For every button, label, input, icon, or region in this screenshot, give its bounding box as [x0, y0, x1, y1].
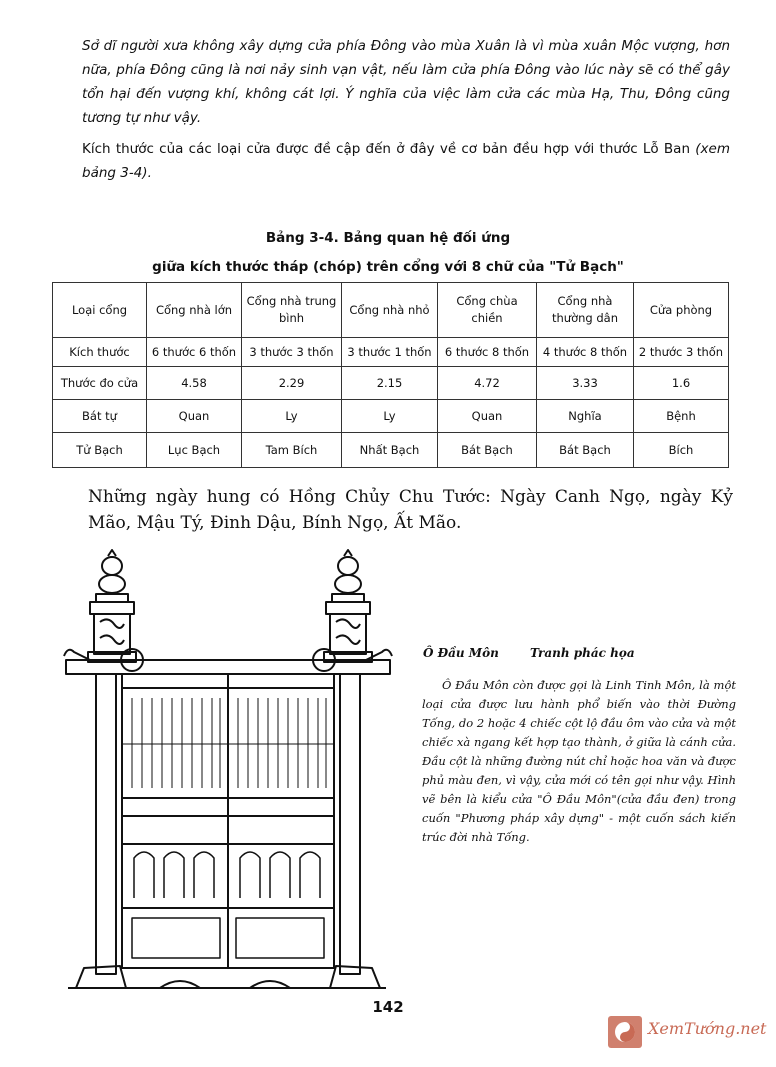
table-cell: Lục Bạch [147, 433, 242, 468]
table-row [53, 400, 729, 433]
table-cell: 3 thước 3 thốn [242, 338, 342, 367]
table-cell: 3.33 [537, 367, 634, 400]
table-cell: Cổng nhà thường dân [537, 283, 634, 338]
table-cell: Tử Bạch [53, 433, 147, 468]
table-cell: Cổng chùa chiền [438, 283, 537, 338]
table-cell: Ly [342, 400, 438, 433]
table-cell: 6 thước 8 thốn [438, 338, 537, 367]
figure-description: Ô Đầu Môn còn được gọi là Linh Tinh Môn, là một loại cửa được lưu hành phổ biến vào thời Đường Tống, do 2 hoặc 4 chiếc cột lộ đầu ôm vào cửa và một chiếc xà ngang kết hợp tạo thành, ở giữa là cánh cửa. Đầu cột là những đường nút chỉ hoặc hoa văn và được phủ màu đen, vì vậy, cửa mới có tên gọi như vậy. Hình vẽ bên là kiểu cửa "Ô Đầu Môn"(cửa đầu đen) trong cuốn "Phương pháp xây dựng" - một cuốn sách kiến trúc đời nhà Tống. [422, 678, 736, 844]
watermark-text: XemTướng.net [648, 1019, 767, 1038]
table-cell: Bát tự [53, 400, 147, 433]
auspicious-days-text: Những ngày hung có Hồng Chủy Chu Tước: Ngày Canh Ngọ, ngày Kỷ Mão, Mậu Tý, Đinh Dậu, Bính Ngọ, Ất Mão. [88, 487, 733, 533]
table-cell: Cổng nhà lớn [147, 283, 242, 338]
gate-size-table [52, 282, 729, 468]
table-cell: 4 thước 8 thốn [537, 338, 634, 367]
table-cell: Bát Bạch [438, 433, 537, 468]
table-cell: Quan [147, 400, 242, 433]
table-row [53, 433, 729, 468]
table-cell: 6 thước 6 thốn [147, 338, 242, 367]
table-cell: Cửa phòng [634, 283, 729, 338]
table-reference: (xem bảng 3-4). [82, 141, 730, 181]
table-row [53, 338, 729, 367]
gate-illustration [60, 548, 395, 1008]
table-cell: 4.58 [147, 367, 242, 400]
table-cell: 2 thước 3 thốn [634, 338, 729, 367]
intro-paragraph-1: Sở dĩ người xưa không xây dựng cửa phía Đông vào mùa Xuân là vì mùa xuân Mộc vượng, hơn nữa, phía Đông cũng là nơi nảy sinh vạn vật, nếu làm cửa phía Đông vào lúc này sẽ có thể gây tổn hại đến vượng khí, không cát lợi. Ý nghĩa của việc làm cửa các mùa Hạ, Thu, Đông cũng tương tự như vậy. [82, 38, 730, 126]
figure-subtitle: Tranh phác họa [530, 646, 635, 660]
table-cell: Cổng nhà trung bình [242, 283, 342, 338]
table-cell: 2.15 [342, 367, 438, 400]
table-row [53, 367, 729, 400]
table-caption-line-2: giữa kích thước tháp (chóp) trên cổng với 8 chữ của "Tử Bạch" [152, 259, 624, 275]
table-cell: Bệnh [634, 400, 729, 433]
table-cell: Quan [438, 400, 537, 433]
table-cell: 2.29 [242, 367, 342, 400]
table-cell: Loại cổng [53, 283, 147, 338]
table-row [53, 283, 729, 338]
intro-paragraph-2-text: Kích thước của các loại cửa được đề cập đến ở đây về cơ bản đều hợp với thước Lỗ Ban [82, 141, 691, 157]
intro-paragraph-2 [82, 137, 730, 185]
table-cell: Kích thước [53, 338, 147, 367]
figure-title: Ô Đầu Môn [423, 646, 499, 660]
table-cell: Bích [634, 433, 729, 468]
table-cell: Nghĩa [537, 400, 634, 433]
table-cell: Bát Bạch [537, 433, 634, 468]
table-cell: Ly [242, 400, 342, 433]
table-cell: Tam Bích [242, 433, 342, 468]
table-caption-line-1: Bảng 3-4. Bảng quan hệ đối ứng [265, 230, 511, 246]
table-cell: Nhất Bạch [342, 433, 438, 468]
table-cell: 3 thước 1 thốn [342, 338, 438, 367]
table-cell: 4.72 [438, 367, 537, 400]
table-cell: Cổng nhà nhỏ [342, 283, 438, 338]
page-number: 142 [372, 998, 404, 1016]
table-cell: Thước đo cửa [53, 367, 147, 400]
table-cell: 1.6 [634, 367, 729, 400]
